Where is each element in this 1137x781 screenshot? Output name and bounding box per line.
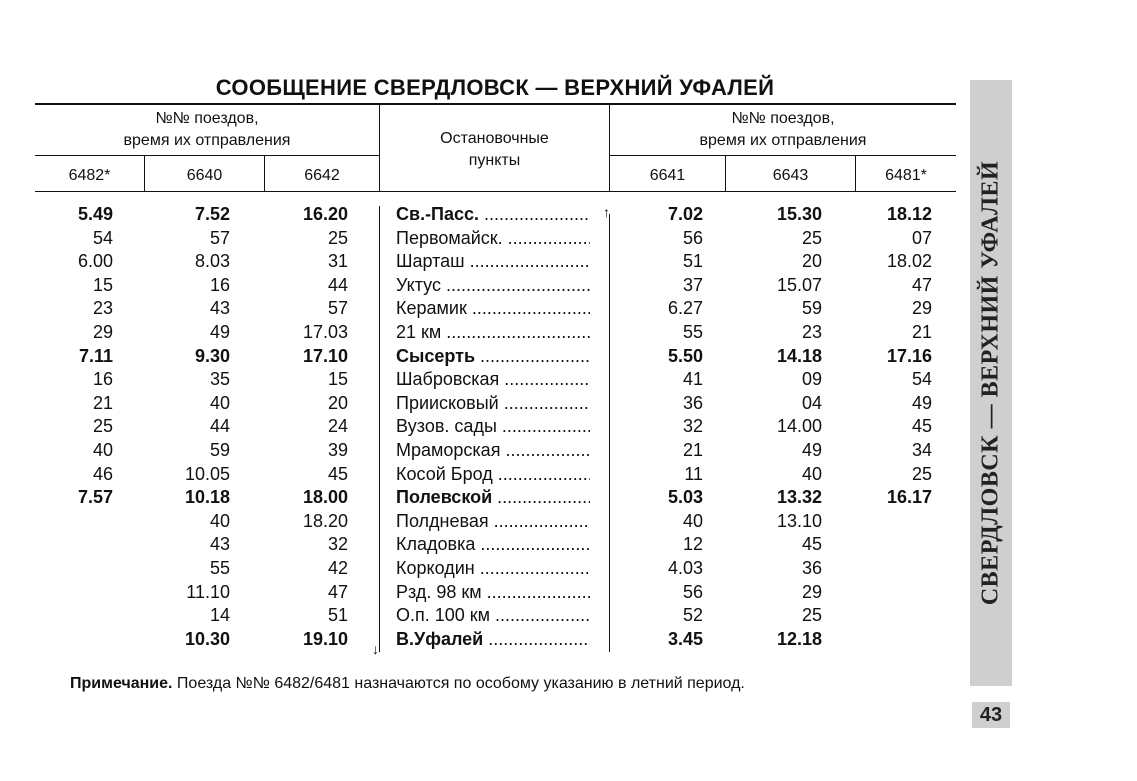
header-divider-left — [35, 155, 379, 156]
time-cell: 14.00 — [776, 416, 822, 437]
time-cell: 16 — [92, 369, 113, 390]
time-cell: 7.57 — [77, 487, 113, 508]
time-cell: 51 — [327, 605, 348, 626]
table-row — [0, 227, 960, 250]
table-row — [0, 533, 960, 556]
time-cell: 20 — [801, 251, 822, 272]
stop-name: О.п. 100 км ..... — [396, 604, 590, 627]
table-row — [0, 321, 960, 344]
time-cell: 21 — [92, 392, 113, 413]
time-cell: 24 — [327, 416, 348, 437]
time-cell: 13.32 — [776, 487, 822, 508]
time-cell: 5.03 — [667, 487, 703, 508]
time-cell: 19.10 — [302, 628, 348, 649]
table-row — [0, 415, 960, 438]
time-cell: 18.12 — [886, 204, 932, 224]
train-number: 6643 — [772, 167, 809, 184]
stop-name: Рзд. 98 км ..... — [396, 581, 590, 604]
time-cell: 10.18 — [184, 487, 230, 508]
time-cell: 35 — [209, 369, 230, 390]
table-row — [0, 463, 960, 486]
time-cell: 6.00 — [77, 251, 113, 272]
time-cell: 32 — [327, 534, 348, 555]
train-number: 6481* — [885, 167, 927, 184]
time-cell: 25 — [327, 227, 348, 248]
table-top-rule — [35, 103, 956, 105]
stop-name: Приисковый ..... — [396, 392, 590, 415]
table-row — [0, 486, 960, 509]
stop-name: Косой Брод ..... — [396, 463, 590, 486]
stop-name: Мраморская ..... — [396, 439, 590, 462]
time-cell: 15.07 — [776, 274, 822, 295]
time-cell: 21 — [911, 322, 932, 342]
stop-name: Керамик ..... — [396, 297, 590, 320]
time-cell: 7.11 — [78, 345, 113, 366]
time-cell: 45 — [327, 463, 348, 484]
time-cell: 51 — [682, 251, 703, 272]
time-cell: 52 — [682, 605, 703, 626]
stop-name: Шарташ ..... — [396, 250, 590, 273]
time-cell: 13.10 — [776, 510, 822, 531]
time-cell: 14 — [209, 605, 230, 626]
time-cell: 59 — [209, 440, 230, 460]
time-cell: 11 — [684, 463, 703, 484]
time-cell: 16.20 — [302, 204, 348, 224]
time-cell: 54 — [92, 227, 113, 248]
time-cell: 12.18 — [776, 628, 822, 649]
time-cell: 40 — [801, 463, 822, 484]
time-cell: 36 — [801, 558, 822, 578]
time-cell: 16.17 — [886, 487, 932, 508]
time-cell: 23 — [801, 322, 822, 342]
time-cell: 45 — [801, 534, 822, 555]
time-cell: 16 — [209, 274, 230, 295]
table-row — [0, 581, 960, 604]
train-number: 6640 — [186, 167, 223, 184]
left-group-header: №№ поездов, время их отправления — [123, 110, 291, 149]
time-cell: 49 — [801, 440, 822, 460]
train-number: 6482* — [68, 167, 111, 184]
time-cell: 15 — [327, 369, 348, 390]
time-cell: 11.10 — [186, 581, 230, 602]
stop-name: Шабровская ..... — [396, 368, 590, 391]
right-group-header: №№ поездов, время их отправления — [699, 110, 867, 149]
time-cell: 44 — [209, 416, 230, 437]
page-title: СООБЩЕНИЕ СВЕРДЛОВСК — ВЕРХНИЙ УФАЛЕЙ — [215, 75, 775, 100]
time-cell: 37 — [682, 274, 703, 295]
sidebar-title: СВЕРДЛОВСК — ВЕРХНИЙ УФАЛЕЙ — [977, 160, 1004, 606]
time-cell: 23 — [92, 298, 113, 319]
time-cell: 56 — [682, 227, 703, 248]
table-row — [0, 557, 960, 580]
table-row — [0, 604, 960, 627]
time-cell: 55 — [682, 322, 703, 342]
table-row — [0, 392, 960, 415]
time-cell: 49 — [911, 392, 932, 413]
time-cell: 59 — [801, 298, 822, 319]
stop-name: Кладовка ..... — [396, 533, 590, 556]
time-cell: 8.03 — [194, 251, 230, 272]
time-cell: 36 — [682, 392, 703, 413]
time-cell: 29 — [801, 581, 822, 602]
time-cell: 6.27 — [667, 298, 703, 319]
time-cell: 25 — [911, 463, 932, 484]
time-cell: 14.18 — [776, 345, 822, 366]
table-row — [0, 439, 960, 462]
time-cell: 15.30 — [776, 204, 822, 224]
time-cell: 4.03 — [667, 558, 703, 578]
header-bottom-rule — [35, 191, 956, 192]
table-row — [0, 297, 960, 320]
time-cell: 7.52 — [194, 204, 230, 224]
time-cell: 25 — [801, 227, 822, 248]
stop-name: В.Уфалей ..... — [396, 628, 590, 651]
time-cell: 7.02 — [667, 204, 703, 224]
time-cell: 54 — [911, 369, 932, 390]
down-arrow-icon: ↓ — [372, 641, 379, 657]
table-row — [0, 250, 960, 273]
time-cell: 18.02 — [886, 251, 932, 272]
time-cell: 09 — [801, 369, 822, 390]
time-cell: 04 — [801, 392, 822, 413]
time-cell: 29 — [911, 298, 932, 319]
table-row — [0, 628, 960, 651]
time-cell: 43 — [209, 298, 230, 319]
time-cell: 18.20 — [302, 510, 348, 531]
table-row — [0, 368, 960, 391]
stop-name: Полевской ..... — [396, 486, 590, 509]
table-row — [0, 274, 960, 297]
time-cell: 5.50 — [667, 345, 703, 366]
time-cell: 17.03 — [302, 322, 348, 342]
time-cell: 47 — [327, 581, 348, 602]
time-cell: 29 — [92, 322, 113, 342]
stop-name: Коркодин ..... — [396, 557, 590, 580]
time-cell: 20 — [327, 392, 348, 413]
table-row — [0, 345, 960, 368]
stop-name: Первомайск. ..... — [396, 227, 590, 250]
time-cell: 3.45 — [667, 628, 703, 649]
time-cell: 21 — [682, 440, 703, 460]
up-arrow-icon: ↑ — [603, 204, 610, 220]
time-cell: 57 — [209, 227, 230, 248]
time-cell: 44 — [327, 274, 348, 295]
time-cell: 55 — [209, 558, 230, 578]
time-cell: 45 — [911, 416, 932, 437]
time-cell: 49 — [209, 322, 230, 342]
time-cell: 5.49 — [77, 204, 113, 224]
time-cell: 57 — [327, 298, 348, 319]
train-number: 6642 — [304, 167, 340, 184]
train-number: 6641 — [649, 167, 686, 184]
table-row — [0, 203, 960, 226]
stops-header: Остановочные пункты — [440, 130, 549, 169]
time-cell: 12 — [682, 534, 703, 555]
header-divider-right — [609, 155, 956, 156]
stop-name: Вузов. сады ..... — [396, 415, 590, 438]
time-cell: 07 — [911, 227, 932, 248]
section-sidebar — [970, 80, 1012, 686]
stop-name: Полдневая ..... — [396, 510, 590, 533]
time-cell: 25 — [801, 605, 822, 626]
footnote — [70, 675, 745, 693]
time-cell: 56 — [682, 581, 703, 602]
time-cell: 25 — [92, 416, 113, 437]
time-cell: 46 — [92, 463, 113, 484]
time-cell: 47 — [911, 274, 932, 295]
time-cell: 10.30 — [184, 628, 230, 649]
time-cell: 18.00 — [302, 487, 348, 508]
time-cell: 40 — [209, 392, 230, 413]
stop-name: Сысерть ..... — [396, 345, 590, 368]
time-cell: 39 — [327, 440, 348, 460]
time-cell: 43 — [209, 534, 230, 555]
time-cell: 15 — [92, 274, 113, 295]
time-cell: 40 — [209, 510, 230, 531]
time-cell: 17.16 — [886, 345, 932, 366]
time-cell: 40 — [92, 440, 113, 460]
stop-name: Уктус ..... — [396, 274, 590, 297]
page-number: 43 — [972, 702, 1010, 728]
stop-name: 21 км ..... — [396, 321, 590, 344]
time-cell: 41 — [682, 369, 703, 390]
time-cell: 42 — [327, 558, 348, 578]
time-cell: 40 — [682, 510, 703, 531]
time-cell: 9.30 — [194, 345, 230, 366]
time-cell: 32 — [682, 416, 703, 437]
time-cell: 31 — [327, 251, 348, 272]
footnote-text: Поезда №№ 6482/6481 назначаются по особому указанию в летний период. — [172, 675, 745, 692]
time-cell: 10.05 — [184, 463, 230, 484]
footnote-label: Примечание. — [70, 675, 173, 692]
stop-name: Св.-Пасс. ..... — [396, 203, 590, 226]
time-cell: 17.10 — [302, 345, 348, 366]
time-cell: 34 — [911, 440, 932, 460]
table-row — [0, 510, 960, 533]
